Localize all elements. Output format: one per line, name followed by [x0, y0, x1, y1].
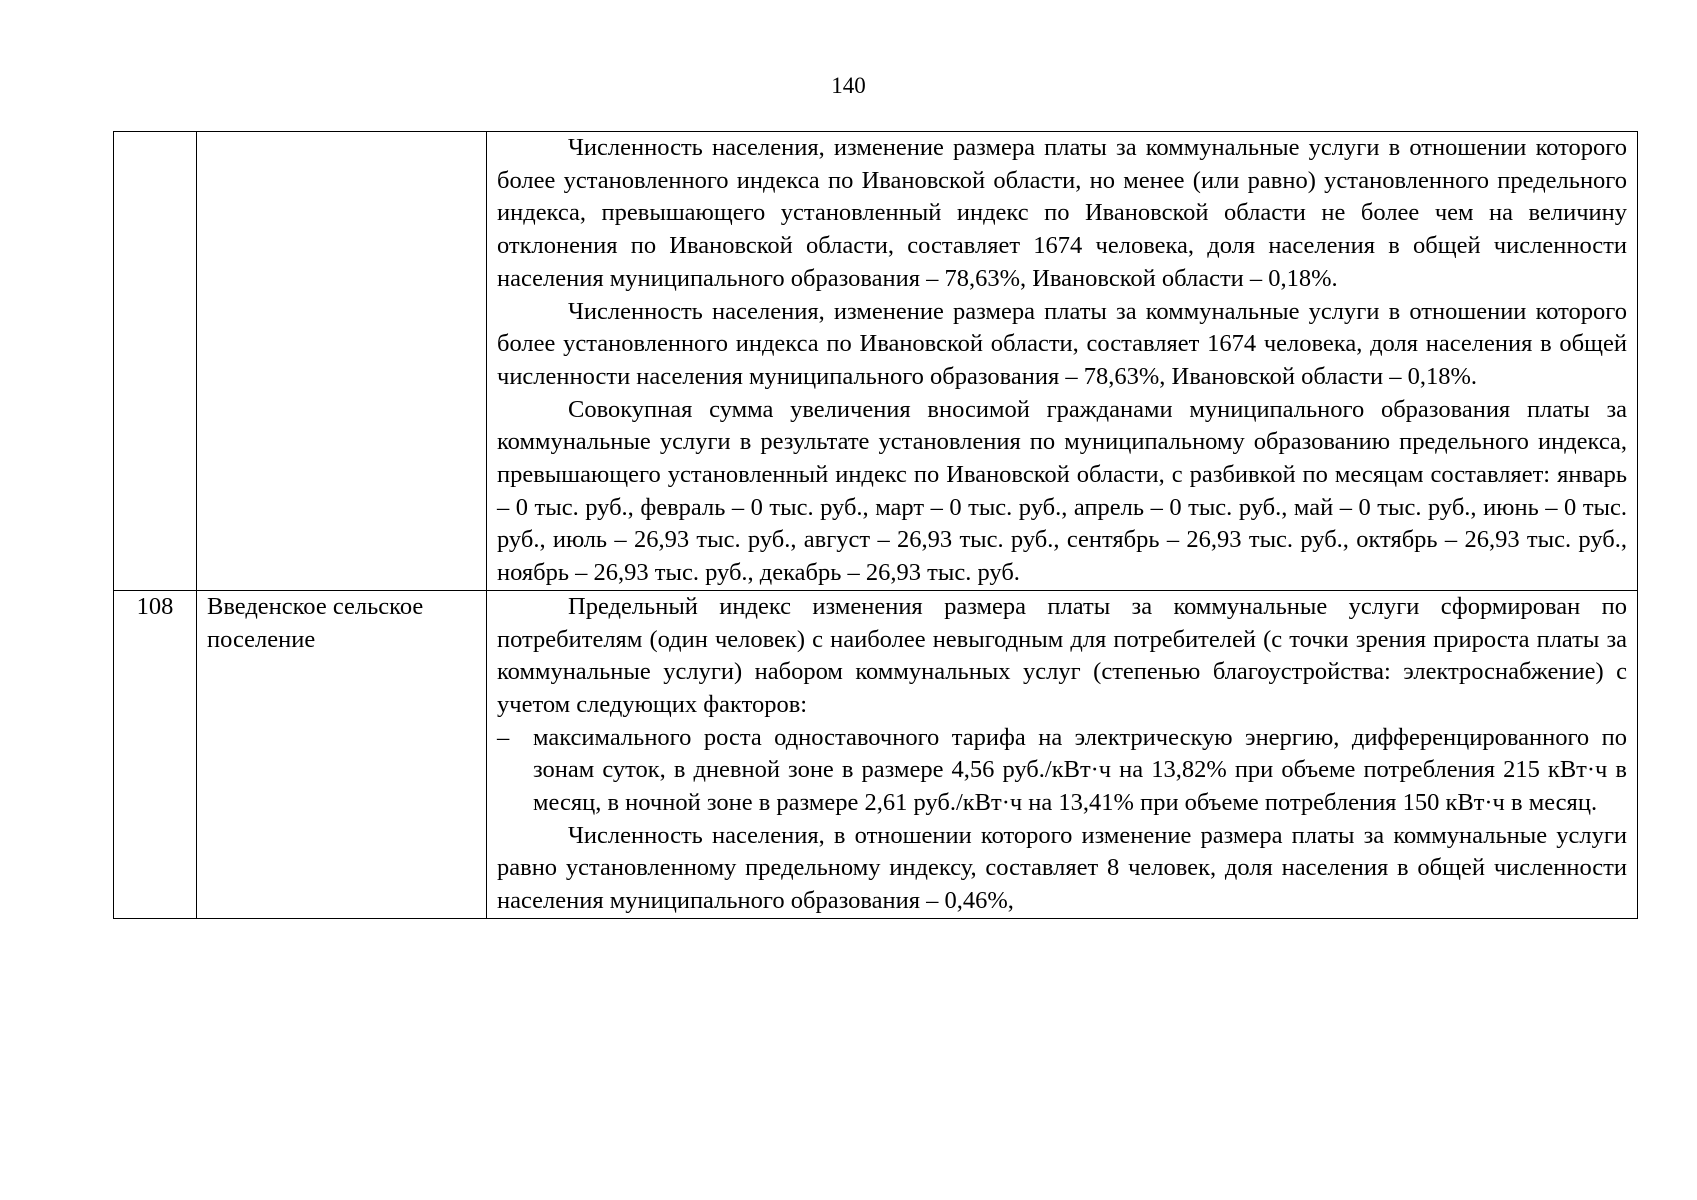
table-row — [114, 132, 1638, 591]
table-row — [114, 590, 1638, 918]
paragraph: Предельный индекс изменения размера платы за коммунальные услуги сформирован по потребителям (один человек) с наиболее невыгодным для потребителей (с точки зрения прироста платы за коммунальные услуги) набором коммунальных услуг (степенью благоустройства: электроснабжение) с учетом следующих факторов: — [497, 592, 1627, 718]
row-number-cell — [114, 132, 197, 591]
paragraph: Совокупная сумма увеличения вносимой гражданами муниципального образования платы за коммунальные услуги в результате установления по муниципальному образованию предельного индекса, превышающего установленный индекс по Ивановской области, с разбивкой по месяцам составляет: январь – 0 тыс. руб., февраль – 0 тыс. руб., март – 0 тыс. руб., апрель – 0 тыс. руб., май – 0 тыс. руб., июнь – 0 тыс. руб., июль – 26,93 тыс. руб., август – 26,93 тыс. руб., сентябрь – 26,93 тыс. руб., октябрь – 26,93 тыс. руб., ноябрь – 26,93 тыс. руб., декабрь – 26,93 тыс. руб. — [497, 395, 1627, 587]
page-number: 140 — [831, 73, 866, 98]
municipality-name-cell: Введенское сельское поселение — [197, 590, 487, 918]
bullet-item — [497, 722, 1627, 820]
description-cell — [487, 590, 1638, 918]
municipality-name-cell — [197, 132, 487, 591]
document-table — [113, 131, 1638, 919]
row-number-cell: 108 — [114, 590, 197, 918]
description-cell — [487, 132, 1638, 591]
bullet-text: максимального роста одноставочного тарифа на электрическую энергию, дифференцированного по зонам суток, в дневной зоне в размере 4,56 руб./кВт·ч на 13,82% при объеме потребления 215 кВт·ч в месяц, в ночной зоне в размере 2,61 руб./кВт·ч на 13,41% при объеме потребления 150 кВт·ч в месяц. — [533, 723, 1627, 817]
paragraph: Численность населения, в отношении которого изменение размера платы за коммунальные услуги равно установленному предельному индексу, составляет 8 человек, доля населения в общей численности населения муниципального образования – 0,46%, — [497, 821, 1627, 915]
paragraph: Численность населения, изменение размера платы за коммунальные услуги в отношении которого более установленного индекса по Ивановской области, но менее (или равно) установленного предельного индекса, превышающего установленный индекс по Ивановской области не более чем на величину отклонения по Ивановской области, составляет 1674 человека, доля населения в общей численности населения муниципального образования – 78,63%, Ивановской области – 0,18%. — [497, 134, 1627, 292]
paragraph: Численность населения, изменение размера платы за коммунальные услуги в отношении которого более установленного индекса по Ивановской области, составляет 1674 человека, доля населения в общей численности населения муниципального образования – 78,63%, Ивановской области – 0,18%. — [497, 297, 1627, 390]
bullet-marker: – — [497, 723, 510, 751]
